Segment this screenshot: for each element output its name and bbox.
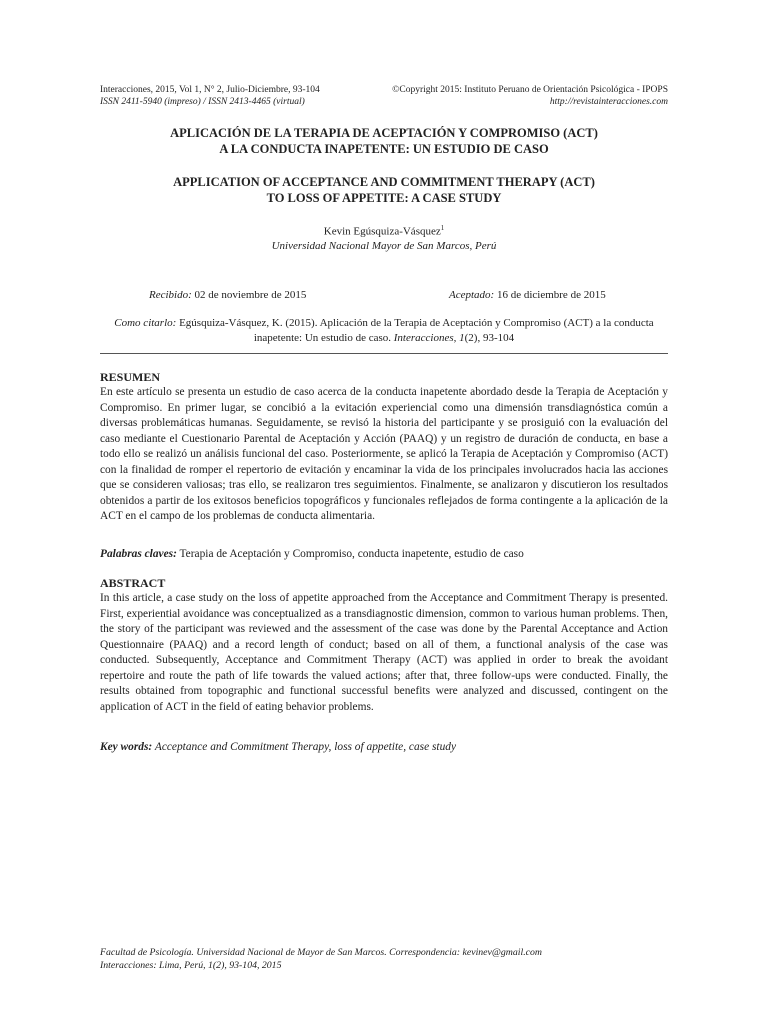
abstract-heading: ABSTRACT — [100, 576, 166, 590]
keywords-es-text: Terapia de Aceptación y Compromiso, conducta inapetente, estudio de caso — [176, 548, 524, 560]
journal-url[interactable]: http://revistainteracciones.com — [549, 97, 668, 107]
journal-info: Interacciones, 2015, Vol 1, N° 2, Julio-Diciembre, 93-104 — [100, 85, 320, 95]
accepted-label: Aceptado: — [449, 289, 495, 301]
accepted-date — [449, 289, 606, 301]
author-footnote-mark: 1 — [440, 224, 445, 232]
citation-issue: (2), 93-104 — [464, 332, 515, 344]
title-spanish — [100, 125, 668, 157]
issn: ISSN 2411-5940 (impreso) / ISSN 2413-4465 (virtual) — [100, 97, 305, 107]
resumen-body: En este artículo se presenta un estudio de caso acerca de la conducta inapetente abordado desde la Terapia de Aceptación y Compromiso. En primer lugar, se concibió a la evitación experiencial como una dimensión transdiagnóstica común a diversas problemáticas humanas. Seguidamente, se revisó la historia del participante y se prosiguió con la evaluación del caso mediante el Cuestionario Parental de Aceptación y Acción (PAAQ) y un registro de duración de conducta, en base a todo ello se realizó un análisis funcional del caso. Posteriormente, se aplicó la Terapia de Aceptación y Compromiso (ACT) con la finalidad de romper el repertorio de evitación y encaminar la vida de los principales involucrados hacia las acciones que se consideren valiosas; tras ello, se realizaron tres seguimientos. Finalmente, se analizaron y discutieron los resultados obtenidos a partir de los exitosos beneficios topográficos y funcionales reflejados de forma contingente a la aplicación de la ACT en el campo de los problemas de conducta alimentaria. — [100, 386, 668, 522]
footer-affiliation: Facultad de Psicología. Universidad Nacional de Mayor de San Marcos. Correspondencia: kevinev@gmail.com — [100, 947, 542, 958]
keywords-english — [100, 740, 668, 756]
running-header — [100, 84, 668, 108]
keywords-spanish — [100, 547, 668, 563]
received-date — [149, 289, 306, 301]
keywords-es-label: Palabras claves: — [100, 548, 177, 560]
keywords-en-text: Acceptance and Commitment Therapy, loss of appetite, case study — [152, 741, 457, 753]
citation — [100, 316, 668, 346]
abstract-body: In this article, a case study on the loss of appetite approached from the Acceptance and Commitment Therapy is presented. First, experiential avoidance was conceptualized as a transdiagnostic dimension, common to various human problems. Then, the story of the participant was reviewed and the assessment of the case was done by the Parental Acceptance and Action Questionnaire (PAAQ) and a record length of conduct; based on all of them, a functional analysis of the case was conducted. Subsequently, Acceptance and Commitment Therapy (ACT) was applied in order to break the avoidant repertoire and route the path of life towards the valued actions; after that, three follow-ups were conducted. Finally, the results obtained from topographic and functional successful benefits were analyzed and discussed, contingent on the application of ACT in the field of eating behavior problems. — [100, 592, 668, 713]
abstract-section — [100, 576, 668, 715]
resumen-heading: RESUMEN — [100, 370, 161, 384]
accepted-value: 16 de diciembre de 2015 — [494, 289, 606, 301]
resumen-section — [100, 370, 668, 525]
title-english — [100, 174, 668, 206]
citation-label: Como citarlo: — [114, 317, 177, 329]
author-name: Kevin Egúsquiza-Vásquez — [323, 225, 441, 238]
author-block — [100, 221, 668, 253]
title-en-line1: APPLICATION OF ACCEPTANCE AND COMMITMENT THERAPY (ACT) — [173, 175, 595, 189]
separator-rule — [100, 353, 668, 354]
citation-text: Egúsquiza-Vásquez, K. (2015). Aplicación de la Terapia de Aceptación y Compromiso (ACT) a la conducta inapetente: Un estudio de caso. — [176, 317, 654, 344]
received-label: Recibido: — [149, 289, 192, 301]
title-es-line2: A LA CONDUCTA INAPETENTE: UN ESTUDIO DE CASO — [219, 142, 549, 156]
title-es-line1: APLICACIÓN DE LA TERAPIA DE ACEPTACIÓN Y COMPROMISO (ACT) — [170, 126, 598, 140]
title-en-line2: TO LOSS OF APPETITE: A CASE STUDY — [266, 191, 502, 205]
keywords-en-label: Key words: — [100, 741, 153, 753]
footer-citation: Interacciones: Lima, Perú, 1(2), 93-104, 2015 — [100, 960, 282, 971]
page-footer — [100, 946, 668, 972]
author-affiliation: Universidad Nacional Mayor de San Marcos, Perú — [271, 239, 497, 252]
received-value: 02 de noviembre de 2015 — [191, 289, 307, 301]
citation-journal: Interacciones, 1 — [393, 332, 465, 344]
copyright: ©Copyright 2015: Instituto Peruano de Orientación Psicológica - IPOPS — [392, 85, 668, 95]
